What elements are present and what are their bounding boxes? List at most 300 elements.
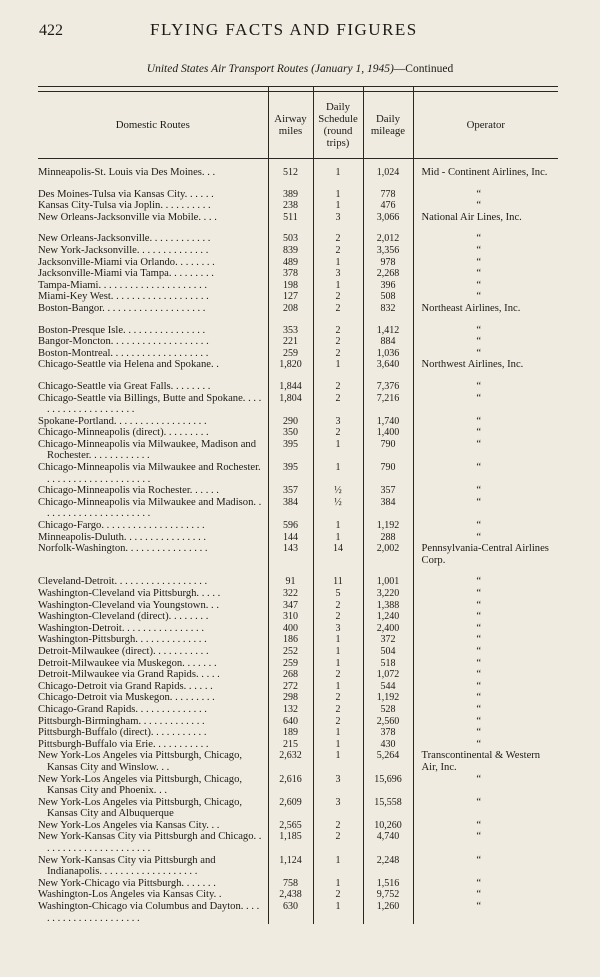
table-row <box>38 381 558 393</box>
schedule-cell <box>313 212 363 224</box>
schedule-cell <box>313 159 363 179</box>
operator-cell <box>413 268 558 280</box>
mileage-cell <box>363 727 413 739</box>
miles-cell <box>268 336 313 348</box>
schedule-cell <box>313 427 363 439</box>
operator-cell-text: “ <box>476 738 482 750</box>
table-row <box>38 820 558 832</box>
table-row <box>38 303 558 315</box>
operator-cell <box>413 485 558 497</box>
miles-cell-text: 353 <box>283 324 298 336</box>
route-cell-text: Boston-Presque Isle. . . . . . . . . . . . . . . . <box>38 324 206 336</box>
schedule-cell <box>313 325 363 337</box>
schedule-cell-text: 3 <box>335 796 341 808</box>
schedule-cell <box>313 520 363 532</box>
miles-cell <box>268 439 313 462</box>
table-row <box>38 336 558 348</box>
schedule-cell-text: 11 <box>333 576 343 588</box>
mileage-cell <box>363 159 413 179</box>
spacer-cell <box>363 315 413 325</box>
schedule-cell-text: 3 <box>335 211 341 223</box>
mileage-cell <box>363 245 413 257</box>
schedule-cell-text: 2 <box>335 347 341 359</box>
route-cell <box>38 200 268 212</box>
miles-cell-text: 290 <box>283 415 298 427</box>
operator-cell-text: “ <box>476 831 482 843</box>
miles-cell-text: 489 <box>283 256 298 268</box>
mileage-cell <box>363 716 413 728</box>
mileage-cell <box>363 359 413 371</box>
mileage-cell <box>363 739 413 751</box>
mileage-cell-text: 1,516 <box>376 877 400 889</box>
mileage-cell <box>363 611 413 623</box>
table-row <box>38 280 558 292</box>
route-cell-text: Washington-Los Angeles via Kansas City. . <box>38 889 222 901</box>
schedule-cell <box>313 532 363 544</box>
operator-cell <box>413 303 558 315</box>
spacer-cell <box>38 315 268 325</box>
schedule-cell-text: 2 <box>335 819 341 831</box>
column-header-row <box>38 92 558 159</box>
operator-cell-text: “ <box>476 599 482 611</box>
operator-cell <box>413 681 558 693</box>
mileage-cell <box>363 878 413 890</box>
operator-cell-text: “ <box>476 485 482 497</box>
route-cell-text: New York-Kansas City via Pittsburgh and Indianapolis. . . . . . . . . . . . . . . . . . . <box>38 854 216 878</box>
schedule-cell <box>313 681 363 693</box>
schedule-cell <box>313 291 363 303</box>
table-row <box>38 831 558 854</box>
operator-cell-text: “ <box>476 576 482 588</box>
route-cell-text: New York-Los Angeles via Pittsburgh, Chicago, Kansas City and Albuquerque <box>38 796 243 820</box>
schedule-cell <box>313 704 363 716</box>
table-row <box>38 233 558 245</box>
miles-cell <box>268 576 313 588</box>
spacer-cell <box>413 315 558 325</box>
operator-cell-text: “ <box>476 324 482 336</box>
spacer-cell <box>363 223 413 233</box>
route-cell <box>38 245 268 257</box>
operator-cell <box>413 634 558 646</box>
col-header-schedule: Daily Schedule (round trips) <box>313 92 363 159</box>
mileage-cell-text: 10,260 <box>374 819 402 831</box>
table-row <box>38 462 558 485</box>
operator-cell-text: “ <box>476 188 482 200</box>
routes-table <box>38 86 558 924</box>
schedule-cell-text: 2 <box>335 715 341 727</box>
mileage-cell-text: 476 <box>380 200 396 212</box>
miles-cell-text: 357 <box>283 485 298 497</box>
mileage-cell-text: 3,356 <box>376 244 400 256</box>
row-spacer <box>38 315 558 325</box>
row-spacer <box>38 371 558 381</box>
miles-cell-text: 839 <box>283 244 298 256</box>
schedule-cell <box>313 336 363 348</box>
mileage-cell <box>363 600 413 612</box>
route-cell <box>38 462 268 485</box>
schedule-cell-text: 1 <box>335 854 341 866</box>
route-cell <box>38 681 268 693</box>
mileage-cell <box>363 325 413 337</box>
spacer-cell <box>38 371 268 381</box>
mileage-cell-text: 978 <box>380 256 396 268</box>
miles-cell <box>268 831 313 854</box>
table-row <box>38 692 558 704</box>
mileage-cell <box>363 200 413 212</box>
miles-cell-text: 221 <box>283 336 298 348</box>
mileage-cell-text: 1,024 <box>376 167 400 178</box>
miles-cell <box>268 878 313 890</box>
miles-cell-text: 310 <box>283 611 298 623</box>
miles-cell-text: 259 <box>283 657 298 669</box>
schedule-cell-text: 1 <box>335 200 341 212</box>
operator-cell-text: “ <box>476 669 482 681</box>
schedule-cell-text: 1 <box>335 279 341 291</box>
table-row <box>38 485 558 497</box>
schedule-cell <box>313 901 363 924</box>
table-row <box>38 543 558 566</box>
mileage-cell <box>363 889 413 901</box>
operator-cell-text: “ <box>476 520 482 532</box>
schedule-cell-text: 2 <box>335 324 341 336</box>
miles-cell-text: 596 <box>283 520 298 532</box>
route-cell <box>38 646 268 658</box>
miles-cell-text: 198 <box>283 279 298 291</box>
mileage-cell-text: 2,012 <box>376 233 400 245</box>
operator-cell-text: “ <box>476 438 482 450</box>
operator-cell-text: “ <box>476 773 482 785</box>
operator-cell-text: “ <box>476 200 482 212</box>
operator-cell-text: “ <box>476 611 482 623</box>
schedule-cell-text: 3 <box>335 622 341 634</box>
route-cell-text: Pittsburgh-Buffalo (direct). . . . . . . . . . . <box>38 727 207 739</box>
miles-cell-text: 2,616 <box>279 773 302 785</box>
mileage-cell-text: 3,220 <box>376 588 400 599</box>
table-row <box>38 291 558 303</box>
route-cell <box>38 359 268 371</box>
route-cell <box>38 727 268 739</box>
schedule-cell <box>313 716 363 728</box>
mileage-cell-text: 7,376 <box>376 380 400 392</box>
route-cell-text: Detroit-Milwaukee via Muskegon. . . . . . . <box>38 657 217 669</box>
schedule-cell <box>313 739 363 751</box>
miles-cell-text: 630 <box>283 901 298 913</box>
table-row <box>38 878 558 890</box>
route-cell-text: Washington-Cleveland (direct). . . . . . . . <box>38 611 209 623</box>
col-header-route: Domestic Routes <box>38 92 268 159</box>
mileage-cell <box>363 576 413 588</box>
schedule-cell-text: 1 <box>335 645 341 657</box>
mileage-cell <box>363 634 413 646</box>
table-row <box>38 159 558 179</box>
operator-cell <box>413 462 558 485</box>
table-row <box>38 681 558 693</box>
schedule-cell <box>313 200 363 212</box>
route-cell <box>38 336 268 348</box>
schedule-cell-text: 1 <box>335 462 341 474</box>
table-row <box>38 797 558 820</box>
schedule-cell <box>313 646 363 658</box>
route-cell <box>38 797 268 820</box>
schedule-cell <box>313 600 363 612</box>
miles-cell <box>268 727 313 739</box>
route-cell <box>38 692 268 704</box>
operator-cell <box>413 889 558 901</box>
route-cell-text: Miami-Key West. . . . . . . . . . . . . . . . . . . <box>38 291 209 303</box>
operator-cell <box>413 159 558 179</box>
operator-cell-text: Pennsylvania-Central Airlines Corp. <box>421 543 549 566</box>
route-cell <box>38 889 268 901</box>
route-cell-text: Washington-Cleveland via Youngstown. . . <box>38 599 219 611</box>
schedule-cell-text: 5 <box>335 588 341 599</box>
mileage-cell <box>363 381 413 393</box>
mileage-cell-text: 288 <box>380 531 396 543</box>
table-row <box>38 359 558 371</box>
running-head: FLYING FACTS AND FIGURES <box>150 20 418 39</box>
table-row <box>38 750 558 773</box>
schedule-cell <box>313 623 363 635</box>
route-cell <box>38 291 268 303</box>
table-body <box>38 159 558 925</box>
schedule-cell <box>313 393 363 416</box>
route-cell <box>38 623 268 635</box>
schedule-cell <box>313 485 363 497</box>
route-cell <box>38 233 268 245</box>
mileage-cell-text: 357 <box>380 485 396 497</box>
route-cell-text: Jacksonville-Miami via Tampa. . . . . . . . . <box>38 268 214 280</box>
route-cell <box>38 485 268 497</box>
spacer-cell <box>268 315 313 325</box>
table-row <box>38 611 558 623</box>
miles-cell-text: 2,438 <box>279 889 302 901</box>
operator-cell-text: “ <box>476 427 482 439</box>
schedule-cell-text: 1 <box>335 634 341 646</box>
route-cell-text: Chicago-Seattle via Helena and Spokane. . <box>38 359 219 371</box>
route-cell <box>38 600 268 612</box>
table-row <box>38 212 558 224</box>
miles-cell <box>268 820 313 832</box>
table-row <box>38 716 558 728</box>
route-cell <box>38 669 268 681</box>
miles-cell-text: 378 <box>283 268 298 280</box>
mileage-cell-text: 378 <box>380 727 396 739</box>
mileage-cell-text: 1,036 <box>376 347 400 359</box>
mileage-cell <box>363 439 413 462</box>
schedule-cell <box>313 381 363 393</box>
mileage-cell <box>363 646 413 658</box>
miles-cell-text: 272 <box>283 680 298 692</box>
miles-cell <box>268 268 313 280</box>
schedule-cell <box>313 416 363 428</box>
miles-cell <box>268 325 313 337</box>
mileage-cell-text: 1,740 <box>376 415 400 427</box>
miles-cell-text: 758 <box>283 877 298 889</box>
mileage-cell-text: 832 <box>380 302 396 314</box>
miles-cell <box>268 159 313 179</box>
route-cell-text: Cleveland-Detroit. . . . . . . . . . . . . . . . . . <box>38 576 208 588</box>
miles-cell-text: 259 <box>283 347 298 359</box>
mileage-cell-text: 2,002 <box>376 543 400 555</box>
table-row <box>38 497 558 520</box>
spacer-cell <box>413 223 558 233</box>
miles-cell <box>268 669 313 681</box>
route-cell <box>38 716 268 728</box>
mileage-cell-text: 15,696 <box>374 773 402 785</box>
mileage-cell <box>363 303 413 315</box>
table-row <box>38 623 558 635</box>
route-cell-text: Chicago-Minneapolis via Milwaukee and Madison. . . . . . . . . . . . . . . . . . . . . . <box>38 496 262 520</box>
route-cell-text: Washington-Cleveland via Pittsburgh. . . . . <box>38 588 221 599</box>
mileage-cell-text: 5,264 <box>376 750 400 762</box>
mileage-cell-text: 1,072 <box>376 669 400 681</box>
table-row <box>38 427 558 439</box>
miles-cell-text: 389 <box>283 188 298 200</box>
table-row <box>38 348 558 360</box>
table-row <box>38 739 558 751</box>
operator-cell-text: “ <box>476 279 482 291</box>
operator-cell <box>413 739 558 751</box>
schedule-cell <box>313 878 363 890</box>
schedule-cell-text: 2 <box>335 291 341 303</box>
subtitle-text: United States Air Transport Routes (January 1, 1945) <box>146 63 394 75</box>
miles-cell <box>268 359 313 371</box>
schedule-cell <box>313 576 363 588</box>
miles-cell-text: 1,124 <box>279 854 302 866</box>
table-row <box>38 189 558 201</box>
route-cell <box>38 658 268 670</box>
schedule-cell <box>313 669 363 681</box>
schedule-cell <box>313 462 363 485</box>
route-cell-text: Chicago-Minneapolis (direct). . . . . . . . . <box>38 427 209 439</box>
table-row <box>38 901 558 924</box>
spacer-cell <box>38 223 268 233</box>
schedule-cell <box>313 268 363 280</box>
operator-cell-text: “ <box>476 291 482 303</box>
route-cell-text: New York-Los Angeles via Kansas City. . . <box>38 819 220 831</box>
miles-cell <box>268 681 313 693</box>
mileage-cell <box>363 268 413 280</box>
mileage-cell <box>363 704 413 716</box>
miles-cell <box>268 532 313 544</box>
table-row <box>38 439 558 462</box>
schedule-cell-text: 1 <box>335 520 341 532</box>
mileage-cell <box>363 658 413 670</box>
mileage-cell-text: 7,216 <box>376 392 400 404</box>
route-cell-text: Chicago-Grand Rapids. . . . . . . . . . . . . . <box>38 703 207 715</box>
schedule-cell <box>313 348 363 360</box>
spacer-cell <box>268 179 313 189</box>
page-number: 422 <box>39 22 63 39</box>
operator-cell <box>413 901 558 924</box>
miles-cell-text: 503 <box>283 233 298 245</box>
schedule-cell-text: 2 <box>335 669 341 681</box>
table-row <box>38 416 558 428</box>
mileage-cell-text: 396 <box>380 279 396 291</box>
schedule-cell-text: 1 <box>335 438 341 450</box>
miles-cell-text: 347 <box>283 599 298 611</box>
table-row <box>38 268 558 280</box>
mileage-cell-text: 778 <box>380 188 396 200</box>
operator-cell <box>413 646 558 658</box>
mileage-cell <box>363 280 413 292</box>
mileage-cell-text: 884 <box>380 336 396 348</box>
operator-cell <box>413 750 558 773</box>
schedule-cell-text: 1 <box>335 738 341 750</box>
operator-cell <box>413 212 558 224</box>
miles-cell <box>268 716 313 728</box>
operator-cell-text: “ <box>476 715 482 727</box>
route-cell-text: New York-Chicago via Pittsburgh. . . . . . . <box>38 877 216 889</box>
operator-cell-text: Northwest Airlines, Inc. <box>421 359 524 371</box>
operator-cell <box>413 189 558 201</box>
operator-cell <box>413 291 558 303</box>
operator-cell-text: “ <box>476 415 482 427</box>
operator-cell-text: “ <box>476 268 482 280</box>
operator-cell-text: “ <box>476 256 482 268</box>
route-cell-text: Pittsburgh-Buffalo via Erie. . . . . . . . . . . <box>38 738 209 750</box>
miles-cell <box>268 901 313 924</box>
operator-cell-text: “ <box>476 462 482 474</box>
mileage-cell-text: 384 <box>380 496 396 508</box>
miles-cell-text: 298 <box>283 692 298 704</box>
miles-cell <box>268 739 313 751</box>
schedule-cell-text: 2 <box>335 392 341 404</box>
miles-cell-text: 2,609 <box>279 796 302 808</box>
miles-cell <box>268 245 313 257</box>
route-cell <box>38 739 268 751</box>
schedule-cell-text: ½ <box>334 496 342 508</box>
miles-cell <box>268 600 313 612</box>
miles-cell <box>268 303 313 315</box>
schedule-cell-text: 1 <box>335 359 341 371</box>
miles-cell-text: 132 <box>283 703 298 715</box>
spacer-cell <box>363 566 413 576</box>
operator-cell-text: “ <box>476 588 482 599</box>
miles-cell-text: 186 <box>283 634 298 646</box>
operator-cell-text: “ <box>476 854 482 866</box>
miles-cell <box>268 381 313 393</box>
operator-cell <box>413 878 558 890</box>
route-cell <box>38 280 268 292</box>
mileage-cell <box>363 189 413 201</box>
miles-cell <box>268 611 313 623</box>
miles-cell <box>268 774 313 797</box>
miles-cell-text: 2,632 <box>279 750 302 762</box>
operator-cell <box>413 669 558 681</box>
mileage-cell-text: 430 <box>380 738 396 750</box>
route-cell <box>38 381 268 393</box>
schedule-cell-text: 3 <box>335 268 341 280</box>
schedule-cell-text: 2 <box>335 599 341 611</box>
operator-cell <box>413 855 558 878</box>
route-cell <box>38 704 268 716</box>
miles-cell <box>268 623 313 635</box>
miles-cell <box>268 646 313 658</box>
table-row <box>38 855 558 878</box>
miles-cell-text: 640 <box>283 715 298 727</box>
operator-cell-text: “ <box>476 703 482 715</box>
operator-cell-text: “ <box>476 392 482 404</box>
mileage-cell-text: 2,248 <box>376 854 400 866</box>
spacer-cell <box>363 179 413 189</box>
schedule-cell-text: ½ <box>334 485 342 497</box>
operator-cell-text: “ <box>476 496 482 508</box>
miles-cell <box>268 280 313 292</box>
route-cell <box>38 543 268 566</box>
miles-cell <box>268 658 313 670</box>
table-row <box>38 727 558 739</box>
route-cell-text: Washington-Pittsburgh. . . . . . . . . . . . . . <box>38 634 207 646</box>
